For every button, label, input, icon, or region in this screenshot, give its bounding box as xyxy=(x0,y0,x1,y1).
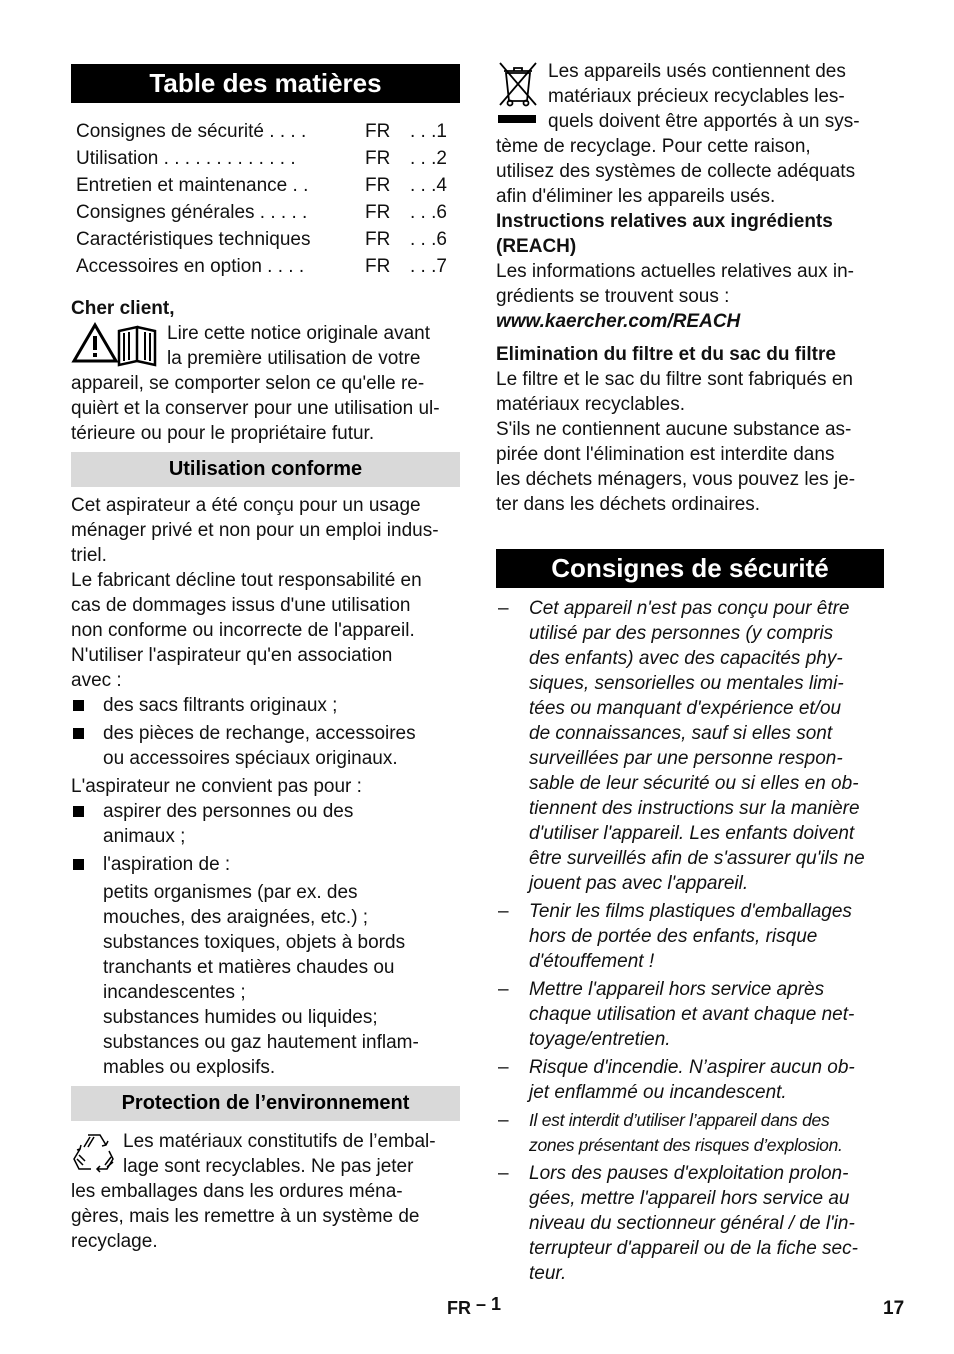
toc-page: . . .4 xyxy=(410,175,447,196)
intro-line-3: appareil, se comporter selon ce qu'elle re- xyxy=(71,373,425,394)
toc-lang: FR xyxy=(365,148,391,169)
usage-sublist xyxy=(71,880,460,1080)
page-number: 17 xyxy=(883,1298,905,1319)
safety-line: jet enflammé ou incandescent. xyxy=(529,1082,787,1103)
weee-line-3: quels doivent être apportés à un sys- xyxy=(548,111,860,132)
reach-title-1: Instructions relatives aux ingrédients xyxy=(496,211,833,232)
safety-line: Tenir les films plastiques d'emballages xyxy=(529,901,852,922)
sub-line: substances ou gaz hautement inflam- xyxy=(103,1032,419,1053)
weee-line-4: tème de recyclage. Pour cette raison, xyxy=(496,136,811,157)
filter-title: Elimination du filtre et du sac du filtre xyxy=(496,344,836,365)
safety-line: être surveillés afin de s'assurer qu'ils ne xyxy=(529,848,865,869)
toc-lang: FR xyxy=(365,175,391,196)
not-for-line: L'aspirateur ne convient pas pour : xyxy=(71,776,362,797)
dash-mark: – xyxy=(498,598,509,619)
toc-row xyxy=(76,145,460,172)
env-line-1: Les matériaux constitutifs de l’embal- xyxy=(123,1131,436,1152)
warning-manual-icon xyxy=(71,321,161,371)
weee-line-2: matériaux précieux recyclables les- xyxy=(548,86,845,107)
dash-mark: – xyxy=(498,901,509,922)
footer-lang-text: FR xyxy=(447,1298,471,1318)
safety-line: d'utiliser l'appareil. Les enfants doivent xyxy=(529,823,855,844)
bullet-item xyxy=(71,721,460,771)
intro-line-4: quièrt et la conserver pour une utilisation ul- xyxy=(71,398,440,419)
safety-line: d'étouffement ! xyxy=(529,951,655,972)
env-line-5: recyclage. xyxy=(71,1231,158,1252)
toc-lang: FR xyxy=(365,121,391,142)
sub-line: tranchants et matières chaudes ou xyxy=(103,957,395,978)
usage-line: Le fabricant décline tout responsabilité en xyxy=(71,570,422,591)
reach-text-2: grédients se trouvent sous : xyxy=(496,286,730,307)
safety-line: terrupteur d'appareil ou de la fiche sec- xyxy=(529,1238,858,1259)
crossed-bin-icon xyxy=(496,59,540,131)
safety-item xyxy=(496,977,884,1052)
dash-mark: – xyxy=(498,979,509,1000)
sub-line: substances humides ou liquides; xyxy=(103,1007,378,1028)
bullet-item xyxy=(71,852,460,877)
weee-line-6: afin d'éliminer les appareils usés. xyxy=(496,186,776,207)
sub-line: mables ou explosifs. xyxy=(103,1057,276,1078)
usage-line: avec : xyxy=(71,670,122,691)
safety-line: des enfants) avec des capacités phy- xyxy=(529,648,843,669)
safety-line: jouent pas avec l'appareil. xyxy=(529,873,749,894)
toc-lang: FR xyxy=(365,229,391,250)
weee-line-5: utilisez des systèmes de collecte adéquats xyxy=(496,161,856,182)
toc-title: Consignes générales . . . . . xyxy=(76,202,308,223)
usage-bullets-1 xyxy=(71,693,460,771)
safety-item xyxy=(496,1108,884,1158)
safety-item xyxy=(496,1055,884,1105)
bullet-item xyxy=(71,799,460,849)
safety-list xyxy=(496,596,884,1286)
usage-paragraph xyxy=(71,493,460,693)
intro-block xyxy=(71,321,460,446)
filter-line: les déchets ménagers, vous pouvez les je- xyxy=(496,469,856,490)
toc-page: . . .6 xyxy=(410,202,447,223)
recycle-icon xyxy=(71,1129,117,1175)
toc-lang: FR xyxy=(365,202,391,223)
env-line-4: gères, mais les remettre à un système de xyxy=(71,1206,420,1227)
greeting: Cher client, xyxy=(71,298,175,319)
bullet-line: des sacs filtrants originaux ; xyxy=(103,695,338,716)
safety-item xyxy=(496,596,884,896)
intro-line-1: Lire cette notice originale avant xyxy=(167,323,430,344)
usage-line: cas de dommages issus d'une utilisation xyxy=(71,595,411,616)
toc-row xyxy=(76,118,460,145)
dash-mark: – xyxy=(498,1110,509,1131)
env-line-3: les emballages dans les ordures ména- xyxy=(71,1181,403,1202)
safety-heading: Consignes de sécurité xyxy=(496,549,884,588)
filter-line: pirée dont l'élimination est interdite dans xyxy=(496,444,835,465)
filter-line: S'ils ne contiennent aucune substance as- xyxy=(496,419,852,440)
safety-line: niveau du sectionneur général / de l'in- xyxy=(529,1213,855,1234)
footer-lang xyxy=(447,1294,502,1319)
safety-line: utilisé par des personnes (y compris xyxy=(529,623,834,644)
safety-line: zones présentant des risques d’explosion. xyxy=(529,1135,843,1155)
safety-line: Il est interdit d’utiliser l’appareil dans des xyxy=(529,1110,830,1130)
reach-url-link[interactable]: www.kaercher.com/REACH xyxy=(496,311,741,332)
toc-title: Accessoires en option . . . . xyxy=(76,256,305,277)
usage-heading: Utilisation conforme xyxy=(71,452,460,487)
usage-line: Cet aspirateur a été conçu pour un usage xyxy=(71,495,421,516)
usage-line: triel. xyxy=(71,545,107,566)
weee-block xyxy=(496,59,884,209)
safety-line: Mettre l'appareil hors service après xyxy=(529,979,825,1000)
safety-line: de connaissances, sauf si elles sont xyxy=(529,723,833,744)
env-line-2: lage sont recyclables. Ne pas jeter xyxy=(123,1156,414,1177)
right-column xyxy=(496,59,884,1289)
toc-title: Entretien et maintenance . . xyxy=(76,175,309,196)
intro-line-5: térieure ou pour le propriétaire futur. xyxy=(71,423,375,444)
toc-title: Consignes de sécurité . . . . xyxy=(76,121,307,142)
usage-line: non conforme ou incorrecte de l'appareil. xyxy=(71,620,415,641)
safety-line: tées ou manquant d'expérience et/ou xyxy=(529,698,842,719)
toc-heading: Table des matières xyxy=(71,64,460,103)
toc-row xyxy=(76,226,460,253)
toc-title: Utilisation . . . . . . . . . . . . . xyxy=(76,148,296,169)
toc-lang: FR xyxy=(365,256,391,277)
safety-line: surveillées par une personne respon- xyxy=(529,748,843,769)
usage-bullets-2 xyxy=(71,799,460,877)
toc-table xyxy=(76,118,460,280)
safety-line: siques, sensorielles ou mentales limi- xyxy=(529,673,844,694)
safety-line: Risque d'incendie. N’aspirer aucun ob- xyxy=(529,1057,855,1078)
toc-title: Caractéristiques techniques xyxy=(76,229,311,250)
env-block xyxy=(71,1129,460,1254)
toc-page: . . .7 xyxy=(410,256,447,277)
filter-line: ter dans les déchets ordinaires. xyxy=(496,494,761,515)
safety-item xyxy=(496,1161,884,1286)
safety-item xyxy=(496,899,884,974)
safety-line: chaque utilisation et avant chaque net- xyxy=(529,1004,855,1025)
sub-line: incandescentes ; xyxy=(103,982,246,1003)
toc-row xyxy=(76,172,460,199)
toc-page: . . .6 xyxy=(410,229,447,250)
filter-line: matériaux recyclables. xyxy=(496,394,686,415)
reach-title-2: (REACH) xyxy=(496,236,577,257)
env-heading: Protection de l’environnement xyxy=(71,1086,460,1121)
usage-line: N'utiliser l'aspirateur qu'en association xyxy=(71,645,393,666)
intro-line-2: la première utilisation de votre xyxy=(167,348,421,369)
sub-line: mouches, des araignées, etc.) ; xyxy=(103,907,369,928)
safety-line: sable de leur sécurité ou si elles en ob- xyxy=(529,773,859,794)
weee-line-1: Les appareils usés contiennent des xyxy=(548,61,846,82)
toc-row xyxy=(76,199,460,226)
safety-line: hors de portée des enfants, risque xyxy=(529,926,818,947)
safety-line: gées, mettre l'appareil hors service au xyxy=(529,1188,850,1209)
dash-mark: – xyxy=(498,1163,509,1184)
safety-line: Lors des pauses d'exploitation prolon- xyxy=(529,1163,849,1184)
bullet-line: animaux ; xyxy=(103,826,186,847)
sub-line: substances toxiques, objets à bords xyxy=(103,932,406,953)
bullet-line: l'aspiration de : xyxy=(103,854,231,875)
sub-line: petits organismes (par ex. des xyxy=(103,882,358,903)
bullet-line: ou accessoires spéciaux originaux. xyxy=(103,748,398,769)
bullet-item xyxy=(71,693,460,718)
bullet-line: des pièces de rechange, accessoires xyxy=(103,723,416,744)
safety-line: Cet appareil n'est pas conçu pour être xyxy=(529,598,850,619)
filter-text xyxy=(496,367,884,517)
left-column xyxy=(71,64,460,1254)
filter-line: Le filtre et le sac du filtre sont fabriqués en xyxy=(496,369,853,390)
safety-line: tiennent des instructions sur la manière xyxy=(529,798,860,819)
dash-mark: – xyxy=(498,1057,509,1078)
safety-line: toyage/entretien. xyxy=(529,1029,671,1050)
bullet-line: aspirer des personnes ou des xyxy=(103,801,354,822)
reach-text-1: Les informations actuelles relatives aux in- xyxy=(496,261,855,282)
toc-page: . . .1 xyxy=(410,121,447,142)
usage-line: ménager privé et non pour un emploi indus- xyxy=(71,520,439,541)
toc-page: . . .2 xyxy=(410,148,447,169)
footer-section-page: – 1 xyxy=(476,1294,502,1314)
toc-row xyxy=(76,253,460,280)
safety-line: teur. xyxy=(529,1263,567,1284)
